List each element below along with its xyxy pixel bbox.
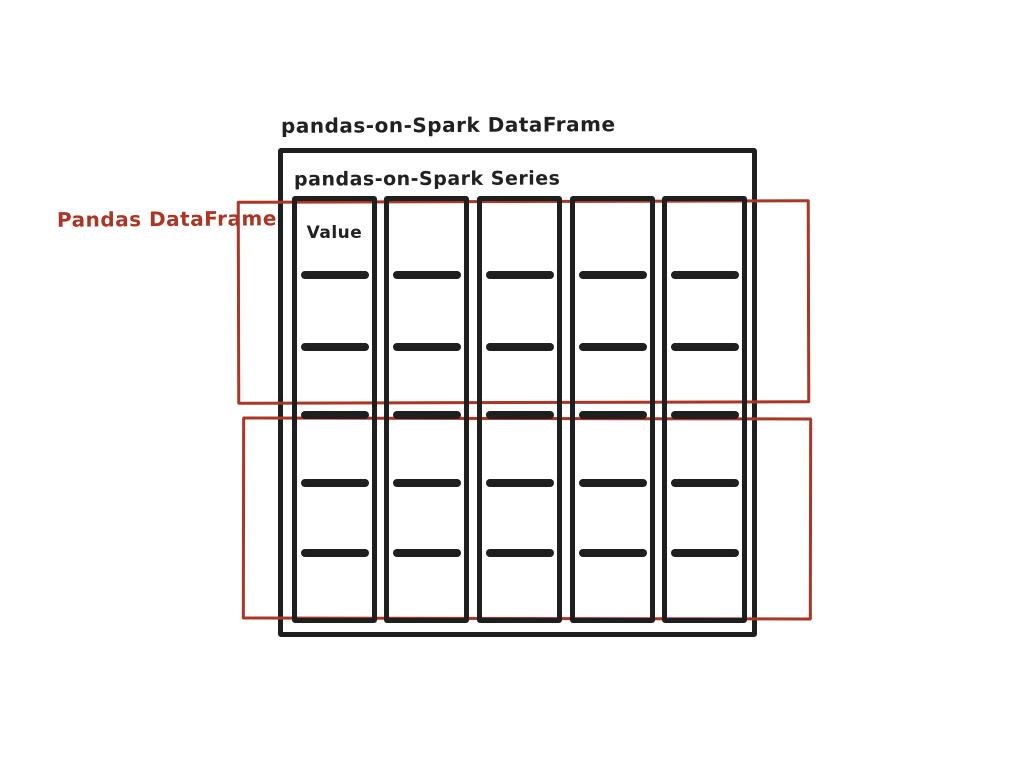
row-dash <box>671 549 739 557</box>
row-dash <box>393 271 461 279</box>
row-dash <box>486 411 554 419</box>
series-column-3 <box>477 196 562 623</box>
row-dash <box>671 343 739 351</box>
row-dash <box>579 549 647 557</box>
series-column-1 <box>292 196 377 623</box>
row-dash <box>671 479 739 487</box>
series-label: pandas-on-Spark Series <box>293 167 561 191</box>
row-dash <box>671 271 739 279</box>
row-dash <box>301 549 369 557</box>
row-dash <box>579 411 647 419</box>
row-dash <box>393 549 461 557</box>
spark-dataframe-title: pandas-on-Spark DataFrame <box>280 112 616 138</box>
row-dash <box>579 343 647 351</box>
row-dash <box>393 411 461 419</box>
pandas-dataframe-label: Pandas DataFrame <box>56 206 277 232</box>
row-dash <box>486 479 554 487</box>
row-dash <box>301 479 369 487</box>
row-dash <box>301 343 369 351</box>
row-dash <box>579 271 647 279</box>
series-column-4 <box>570 196 655 623</box>
row-dash <box>486 343 554 351</box>
row-dash <box>486 271 554 279</box>
row-dash <box>486 549 554 557</box>
series-column-5 <box>662 196 747 623</box>
row-dash <box>671 411 739 419</box>
value-column-header: Value <box>306 223 363 243</box>
row-dash <box>393 479 461 487</box>
row-dash <box>393 343 461 351</box>
row-dash <box>579 479 647 487</box>
row-dash <box>301 271 369 279</box>
series-column-2 <box>384 196 469 623</box>
row-dash <box>301 411 369 419</box>
